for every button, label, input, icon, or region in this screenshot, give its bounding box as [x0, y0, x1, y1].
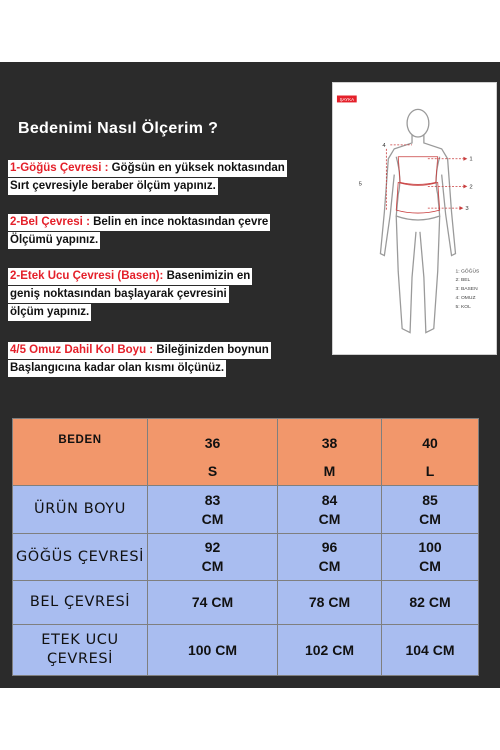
table-cell: 74 CM [148, 581, 278, 625]
table-cell: 83 CM [148, 486, 278, 534]
size-chart-table [12, 418, 479, 676]
table-row [13, 625, 479, 676]
instruction-text: Belin en ince noktasından çevre [89, 216, 269, 228]
row-label: ÜRÜN BOYU [13, 486, 148, 534]
size-letter: S [207, 463, 218, 479]
instruction-sleeve [8, 342, 271, 378]
brand-logo-text: ŞAYKA [339, 96, 355, 102]
instruction-line: Ölçümü yapınız. [8, 232, 100, 249]
instruction-waist [8, 214, 270, 250]
instruction-text: Göğsün en yüksek noktasından [108, 162, 285, 174]
marker-2: 2 [469, 184, 473, 191]
size-number: 38 [321, 435, 338, 451]
instruction-label: 1-Göğüs Çevresi : [10, 162, 109, 174]
table-cell: 104 CM [382, 625, 479, 676]
table-cell: 96 CM [278, 534, 382, 581]
page-title: Bedenimi Nasıl Ölçerim ? [18, 120, 219, 137]
instruction-line: ölçüm yapınız. [8, 304, 91, 321]
legend-item: 5: KOL [455, 304, 471, 310]
size-letter: L [425, 463, 435, 479]
instruction-text: Bileğinizden boynun [153, 344, 269, 356]
table-cell: 82 CM [382, 581, 479, 625]
table-cell: 100 CM [382, 534, 479, 581]
table-cell: 92 CM [148, 534, 278, 581]
table-cell: 84 CM [278, 486, 382, 534]
table-row [13, 581, 479, 625]
header-label: BEDEN [13, 419, 148, 486]
table-header-row [13, 419, 479, 486]
instruction-label: 2-Etek Ucu Çevresi (Basen): [10, 270, 164, 282]
figure-legend [455, 267, 480, 310]
arrow-heads [459, 157, 469, 213]
marker-4: 4 [382, 142, 386, 149]
garment-outline [396, 157, 439, 213]
instruction-line [8, 214, 270, 231]
instruction-line [8, 342, 271, 359]
body-diagram [333, 83, 496, 354]
table-cell: 100 CM [148, 625, 278, 676]
legend-item: 4: OMUZ [455, 296, 476, 302]
table-cell: 85 CM [382, 486, 479, 534]
instruction-line: Başlangıcına kadar olan kısmı ölçünüz. [8, 360, 226, 377]
table-row [13, 486, 479, 534]
instruction-text: Basenimizin en [163, 270, 251, 282]
row-label: BEL ÇEVRESİ [13, 581, 148, 625]
marker-3: 3 [465, 206, 469, 213]
size-number: 40 [422, 435, 438, 451]
instruction-line: Sırt çevresiyle beraber ölçüm yapınız. [8, 178, 218, 195]
legend-item: 3: BASEN [455, 287, 478, 293]
row-label: GÖĞÜS ÇEVRESİ [13, 534, 148, 581]
size-col-36 [148, 419, 278, 486]
instruction-line: geniş noktasından başlayarak çevresini [8, 286, 229, 303]
instruction-label: 4/5 Omuz Dahil Kol Boyu : [10, 344, 154, 356]
instruction-hip [8, 268, 252, 322]
table-cell: 102 CM [278, 625, 382, 676]
legend-item: 2: BEL [455, 278, 471, 284]
body-outline [380, 109, 455, 332]
legend-item: 1: GÖĞÜS [455, 269, 480, 275]
size-col-38 [278, 419, 382, 486]
instruction-line [8, 160, 287, 177]
size-col-40 [382, 419, 479, 486]
marker-1: 1 [469, 156, 473, 163]
instruction-label: 2-Bel Çevresi : [10, 216, 90, 228]
table-cell: 78 CM [278, 581, 382, 625]
size-number: 36 [204, 435, 221, 451]
marker-5: 5 [358, 181, 362, 188]
size-letter: M [323, 463, 336, 479]
instruction-line [8, 268, 252, 285]
table-row [13, 534, 479, 581]
measurement-figure [332, 82, 497, 355]
row-label: ETEK UCU ÇEVRESİ [13, 625, 148, 676]
instruction-bust [8, 160, 287, 196]
